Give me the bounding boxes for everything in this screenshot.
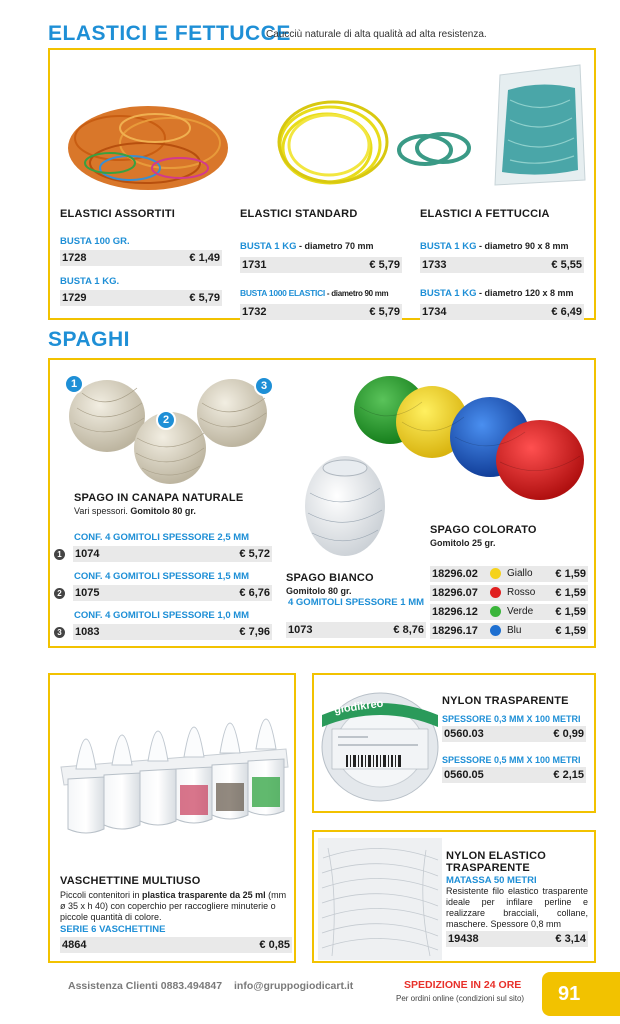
color-name: Rosso xyxy=(507,587,536,599)
elastici-fettuccia-column xyxy=(420,208,584,320)
code-row xyxy=(420,304,584,320)
option-label xyxy=(240,283,402,301)
product-code: 0560.05 xyxy=(444,769,484,781)
page-title: ELASTICI E FETTUCCE xyxy=(48,22,291,45)
nylon-elastico-info xyxy=(446,850,588,947)
spool-brand: giodikreo xyxy=(333,697,385,717)
option-detail: - diametro 120 x 8 mm xyxy=(476,288,574,298)
code-row xyxy=(60,290,222,306)
code-row xyxy=(420,257,584,273)
option-label: 4 GOMITOLI SPESSORE 1 MM xyxy=(288,597,425,608)
color-dot xyxy=(490,625,501,636)
product-price: € 5,72 xyxy=(239,548,270,560)
code-row xyxy=(286,622,426,638)
color-code-row xyxy=(430,604,588,620)
product-price: € 3,14 xyxy=(555,933,586,945)
product-code: 1733 xyxy=(422,259,447,271)
product-code: 4864 xyxy=(62,939,87,951)
number-badge: 2 xyxy=(54,588,65,599)
spago-bianco-info xyxy=(286,572,426,638)
color-code-row xyxy=(430,623,588,639)
color-name: Blu xyxy=(507,625,522,637)
option-label xyxy=(240,236,402,254)
color-variant xyxy=(490,625,555,636)
elastici-assortiti-column xyxy=(60,208,222,306)
option-pack: BUSTA 1 KG xyxy=(420,288,477,299)
product-desc: Resistente filo elastico trasparente ideale per infilare perline e realizzare bracciali, collane, maschere. Spessore 0,8 mm xyxy=(446,886,588,929)
color-name: Verde xyxy=(507,606,534,618)
option-label xyxy=(420,236,584,254)
color-code-row xyxy=(430,566,588,582)
product-code: 18296.17 xyxy=(432,625,478,637)
product-price: € 0,85 xyxy=(259,939,290,951)
desc-text: (mm ø 35 x h 40) con coperchio per raccogliere minuterie o piccole quantità di colore. xyxy=(60,890,287,922)
product-name: SPAGO IN CANAPA NATURALE xyxy=(74,492,244,504)
code-row xyxy=(73,585,272,601)
product-name: NYLON ELASTICO xyxy=(446,850,546,862)
option-detail: - diametro 90 mm xyxy=(325,289,389,298)
product-code: 1073 xyxy=(288,624,313,636)
desc-bold: plastica trasparente da 25 ml xyxy=(142,890,266,900)
spago-colorato-info xyxy=(430,524,588,548)
shipping-title: SPEDIZIONE IN 24 ORE xyxy=(404,979,522,991)
product-price: € 5,79 xyxy=(369,259,400,271)
footer-assistance: Assistenza Clienti 0883.494847 xyxy=(68,980,223,992)
elastici-assortiti-photo xyxy=(60,68,230,218)
option-pack: BUSTA 1 KG xyxy=(420,241,477,252)
number-badge: 1 xyxy=(54,549,65,560)
product-price: € 6,49 xyxy=(551,306,582,318)
option-label: MATASSA 50 METRI xyxy=(446,875,537,886)
product-desc xyxy=(74,506,274,516)
product-code: 18296.02 xyxy=(432,568,478,580)
product-desc: Gomitolo 80 gr. xyxy=(286,586,352,596)
color-dot xyxy=(490,587,501,598)
code-row xyxy=(60,937,292,953)
product-code: 19438 xyxy=(448,933,479,945)
product-price: € 5,79 xyxy=(369,306,400,318)
desc-text: Piccoli contenitori in xyxy=(60,890,143,900)
product-name: VASCHETTINE MULTIUSO xyxy=(60,875,201,887)
vaschettine-photo xyxy=(56,689,290,839)
desc-text: Vari spessori. xyxy=(74,506,131,516)
option-label: SPESSORE 0,5 MM X 100 METRI xyxy=(442,755,581,765)
product-name: ELASTICI A FETTUCCIA xyxy=(420,208,550,220)
product-name: NYLON TRASPARENTE xyxy=(442,695,569,707)
product-name: SPAGO COLORATO xyxy=(430,524,537,536)
product-code: 18296.12 xyxy=(432,606,478,618)
product-code: 1729 xyxy=(62,292,87,304)
product-price: € 7,96 xyxy=(239,626,270,638)
code-row xyxy=(442,767,586,783)
option-label: SPESSORE 0,3 MM X 100 METRI xyxy=(442,714,581,724)
product-name: ELASTICI ASSORTITI xyxy=(60,208,176,220)
option-detail: - diametro 70 mm xyxy=(296,241,374,251)
code-row xyxy=(73,624,272,640)
product-price: € 1,59 xyxy=(555,568,586,580)
vaschettine-box xyxy=(48,673,296,963)
product-name: ELASTICI STANDARD xyxy=(240,208,358,220)
page-number-tab xyxy=(542,972,620,1016)
option-label: BUSTA 1 KG. xyxy=(60,276,120,287)
elastici-fettuccia-bag-photo xyxy=(490,60,590,190)
code-line xyxy=(54,546,272,562)
vaschettine-info xyxy=(60,875,292,953)
product-code: 1732 xyxy=(242,306,267,318)
product-price: € 8,76 xyxy=(393,624,424,636)
product-code: 1728 xyxy=(62,252,87,264)
code-row xyxy=(73,546,272,562)
option-label: CONF. 4 GOMITOLI SPESSORE 2,5 MM xyxy=(74,532,250,543)
product-code: 1731 xyxy=(242,259,267,271)
option-label xyxy=(420,283,584,301)
code-row xyxy=(446,931,588,947)
elastici-standard-column xyxy=(240,208,402,320)
product-price: € 0,99 xyxy=(553,728,584,740)
product-code: 18296.07 xyxy=(432,587,478,599)
page-number: 91 xyxy=(558,982,581,1005)
product-price: € 1,59 xyxy=(555,587,586,599)
product-code: 1074 xyxy=(75,548,100,560)
product-price: € 5,79 xyxy=(189,292,220,304)
product-price: € 6,76 xyxy=(239,587,270,599)
code-row xyxy=(240,304,402,320)
product-desc: Gomitolo 25 gr. xyxy=(430,538,496,548)
nylon-elastico-photo xyxy=(318,838,442,960)
photo-badge: 2 xyxy=(156,410,176,430)
product-price: € 1,59 xyxy=(555,625,586,637)
product-price: € 5,55 xyxy=(551,259,582,271)
spago-colorato-photo xyxy=(350,372,590,502)
product-desc xyxy=(60,890,292,923)
product-price: € 2,15 xyxy=(553,769,584,781)
color-name: Giallo xyxy=(507,568,533,580)
product-code: 1075 xyxy=(75,587,100,599)
nylon-elastico-box xyxy=(312,830,596,963)
code-row xyxy=(442,726,586,742)
option-pack: BUSTA 1 KG xyxy=(240,241,297,252)
product-name: SPAGO BIANCO xyxy=(286,572,374,584)
page-subtitle: Caucciù naturale di alta qualità ad alta resistenza. xyxy=(266,29,487,40)
number-badge: 3 xyxy=(54,627,65,638)
canapa-info xyxy=(74,492,274,516)
product-name-line-2: TRASPARENTE xyxy=(446,862,530,874)
shipping-subtitle: Per ordini online (condizioni sul sito) xyxy=(396,994,525,1003)
product-code: 1734 xyxy=(422,306,447,318)
product-price: € 1,49 xyxy=(189,252,220,264)
code-row xyxy=(60,250,222,266)
option-detail: - diametro 90 x 8 mm xyxy=(476,241,569,251)
option-label: BUSTA 100 GR. xyxy=(60,236,130,247)
color-code-row xyxy=(430,585,588,601)
photo-badge: 1 xyxy=(64,374,84,394)
canapa-rows xyxy=(54,532,272,640)
photo-badge: 3 xyxy=(254,376,274,396)
spago-colorato-rows xyxy=(430,566,588,642)
option-pack: BUSTA 1000 ELASTICI xyxy=(240,288,325,298)
color-variant xyxy=(490,606,555,617)
elastici-box xyxy=(48,48,596,320)
section-title-spaghi: SPAGHI xyxy=(48,328,130,351)
code-line xyxy=(54,624,272,640)
option-label: CONF. 4 GOMITOLI SPESSORE 1,5 MM xyxy=(74,571,250,582)
color-dot xyxy=(490,606,501,617)
color-variant xyxy=(490,568,555,579)
product-price: € 1,59 xyxy=(555,606,586,618)
nylon-box xyxy=(312,673,596,813)
nylon-info xyxy=(442,695,586,783)
product-code: 0560.03 xyxy=(444,728,484,740)
footer-email[interactable]: info@gruppogiodicart.it xyxy=(234,980,354,992)
product-code: 1083 xyxy=(75,626,100,638)
code-row xyxy=(240,257,402,273)
option-label: SERIE 6 VASCHETTINE xyxy=(60,924,166,935)
option-label: CONF. 4 GOMITOLI SPESSORE 1,0 MM xyxy=(74,610,250,621)
color-variant xyxy=(490,587,555,598)
color-dot xyxy=(490,568,501,579)
code-line xyxy=(54,585,272,601)
elastici-fettuccia-rings-photo xyxy=(395,120,475,180)
elastici-standard-photo xyxy=(265,90,395,200)
desc-bold: Gomitolo 80 gr. xyxy=(130,506,196,516)
spaghi-box xyxy=(48,358,596,648)
